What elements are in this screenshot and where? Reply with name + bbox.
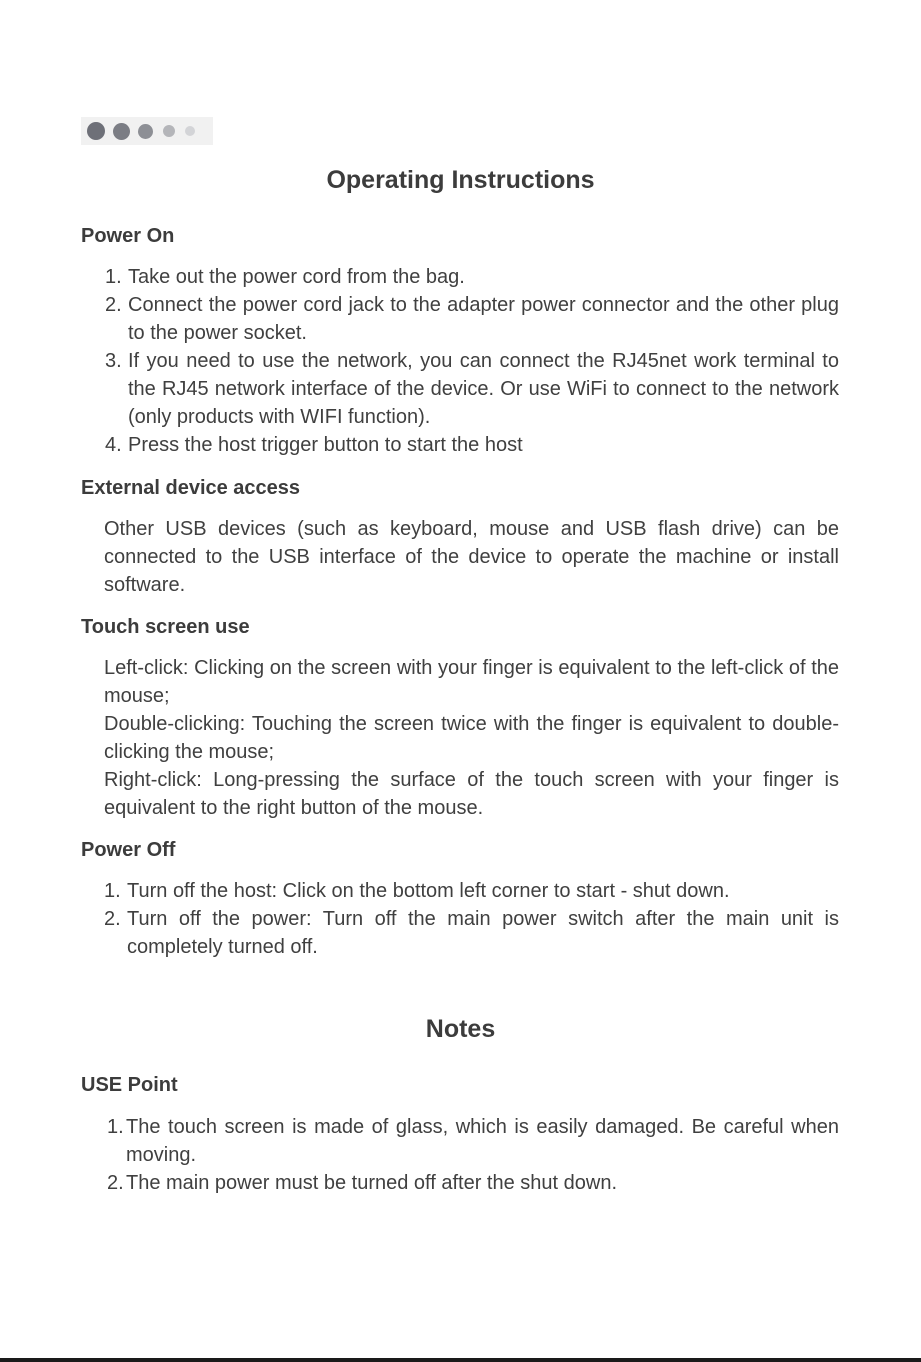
power-on-list <box>105 263 839 459</box>
heading-power-off: Power Off <box>81 839 176 861</box>
page-indicator-dots <box>81 117 213 145</box>
list-item: 2. Connect the power cord jack to the adapter power connector and the other plug to the power socket. <box>105 294 839 344</box>
use-point-list <box>107 1113 839 1197</box>
heading-use-point: USE Point <box>81 1074 178 1096</box>
touch-left-click-text: Left-click: Clicking on the screen with your finger is equivalent to the left-click of the mouse; <box>104 657 839 707</box>
heading-power-on: Power On <box>81 225 175 247</box>
heading-touch-screen-use: Touch screen use <box>81 616 250 638</box>
section-title-notes: Notes <box>425 1015 496 1043</box>
section-title-operating-instructions: Operating Instructions <box>326 166 595 194</box>
heading-external-device-access: External device access <box>81 477 301 499</box>
dot-icon <box>113 123 130 140</box>
dot-icon <box>185 126 195 136</box>
list-item: 1. Turn off the host: Click on the bottom left corner to start - shut down. <box>104 880 730 902</box>
dot-icon <box>138 124 153 139</box>
bottom-border-line <box>0 1358 921 1362</box>
list-item: 4. Press the host trigger button to start the host <box>105 434 523 456</box>
list-item: 1. The touch screen is made of glass, which is easily damaged. Be careful when moving. <box>107 1116 839 1166</box>
dot-icon <box>163 125 175 137</box>
external-device-paragraph: Other USB devices (such as keyboard, mouse and USB flash drive) can be connected to the USB interface of the device to operate the machine or install software. <box>104 518 839 596</box>
power-off-list <box>104 877 839 961</box>
touch-screen-paragraph <box>104 654 839 822</box>
touch-right-click-text: Right-click: Long-pressing the surface of the touch screen with your finger is equivalent to the right button of the mouse. <box>104 769 839 819</box>
list-item: 2. The main power must be turned off after the shut down. <box>107 1172 618 1194</box>
list-item: 1. Take out the power cord from the bag. <box>105 266 465 288</box>
dot-icon <box>87 122 105 140</box>
touch-double-click-text: Double-clicking: Touching the screen twice with the finger is equivalent to double-clicking the mouse; <box>104 713 839 763</box>
list-item: 2. Turn off the power: Turn off the main power switch after the main unit is completely turned off. <box>104 908 839 958</box>
list-item: 3. If you need to use the network, you can connect the RJ45net work terminal to the RJ45 network interface of the device. Or use WiFi to connect to the network (only products with WIFI function). <box>105 350 839 428</box>
